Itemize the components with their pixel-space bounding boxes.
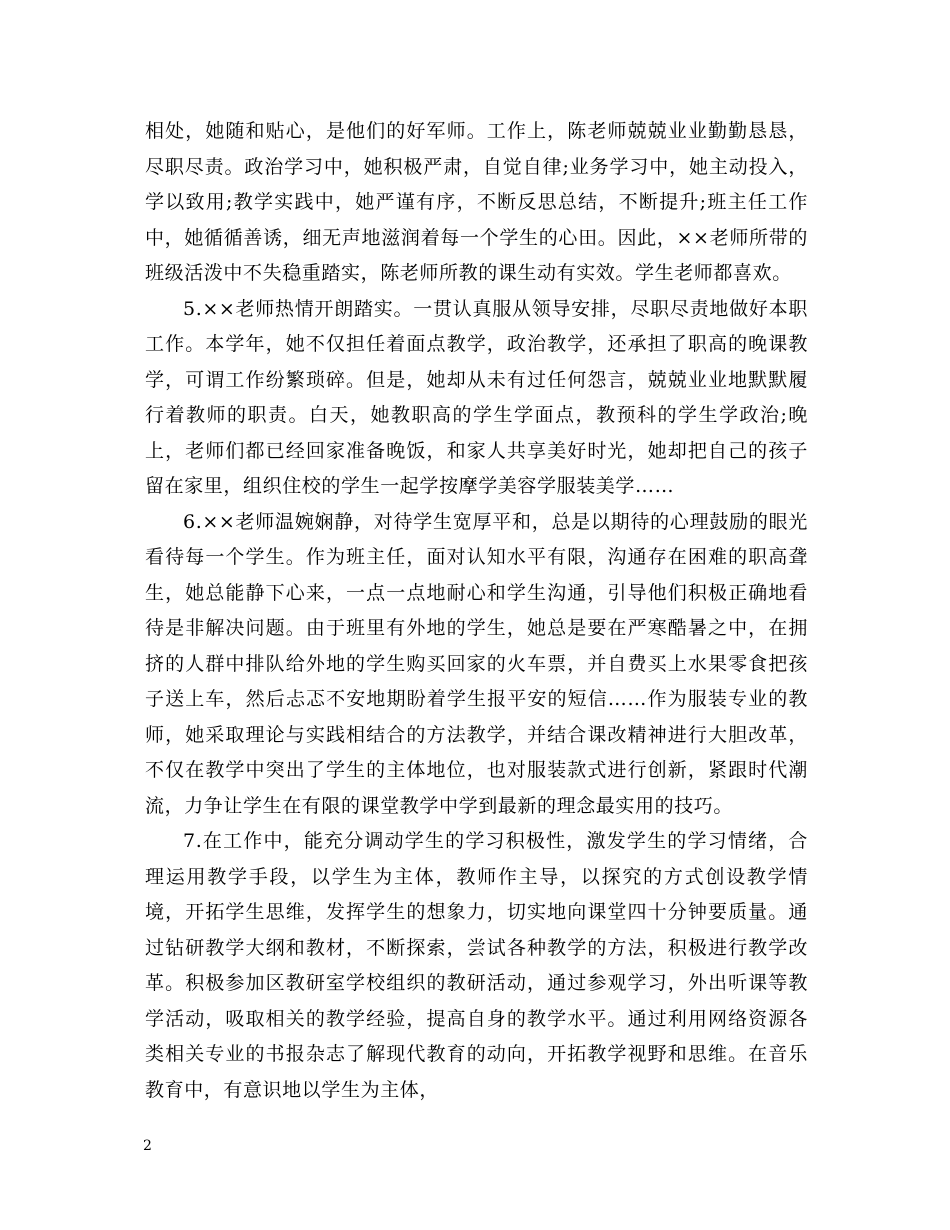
page-number: 2	[143, 1138, 152, 1154]
paragraph-item-7: 7.在工作中，能充分调动学生的学习积极性，激发学生的学习情绪，合理运用教学手段，以学生为主体，教师作主导，以探究的方式创设教学情境，开拓学生思维，发挥学生的想象力，切实地向课堂四十分钟要质量。通过钻研教学大纲和教材，不断探索，尝试各种教学的方法，积极进行教学改革。积极参加区教研室学校组织的教研活动，通过参观学习，外出听课等教学活动，吸取相关的教学经验，提高自身的教学水平。通过利用网络资源各类相关专业的书报杂志了解现代教育的动向，开拓教学视野和思维。在音乐教育中，有意识地以学生为主体，	[145, 830, 808, 1101]
paragraph-continuation: 相处，她随和贴心，是他们的好军师。工作上，陈老师兢兢业业勤勤恳恳，尽职尽责。政治学习中，她积极严肃，自觉自律;业务学习中，她主动投入，学以致用;教学实践中，她严谨有序，不断反思总结，不断提升;班主任工作中，她循循善诱，细无声地滋润着每一个学生的心田。因此，××老师所带的班级活泼中不失稳重踏实，陈老师所教的课生动有实效。学生老师都喜欢。	[145, 120, 808, 284]
paragraph-item-6: 6.××老师温婉娴静，对待学生宽厚平和，总是以期待的心理鼓励的眼光看待每一个学生。作为班主任，面对认知水平有限，沟通存在困难的职高聋生，她总能静下心来，一点一点地耐心和学生沟通，引导他们积极正确地看待是非解决问题。由于班里有外地的学生，她总是要在严寒酷暑之中，在拥挤的人群中排队给外地的学生购买回家的火车票，并自费买上水果零食把孩子送上车，然后忐忑不安地期盼着学生报平安的短信……作为服装专业的教师，她采取理论与实践相结合的方法教学，并结合课改精神进行大胆改革，不仅在教学中突出了学生的主体地位，也对服装款式进行创新，紧跟时代潮流，力争让学生在有限的课堂教学中学到最新的理念最实用的技巧。	[145, 510, 808, 817]
paragraph-item-5: 5.××老师热情开朗踏实。一贯认真服从领导安排，尽职尽责地做好本职工作。本学年，她不仅担任着面点教学，政治教学，还承担了职高的晚课教学，可谓工作纷繁琐碎。但是，她却从未有过任何怨言，兢兢业业地默默履行着教师的职责。白天，她教职高的学生学面点，教预科的学生学政治;晚上，老师们都已经回家准备晚饭，和家人共享美好时光，她却把自己的孩子留在家里，组织住校的学生一起学按摩学美容学服装美学……	[145, 297, 808, 497]
document-body	[145, 114, 808, 1108]
